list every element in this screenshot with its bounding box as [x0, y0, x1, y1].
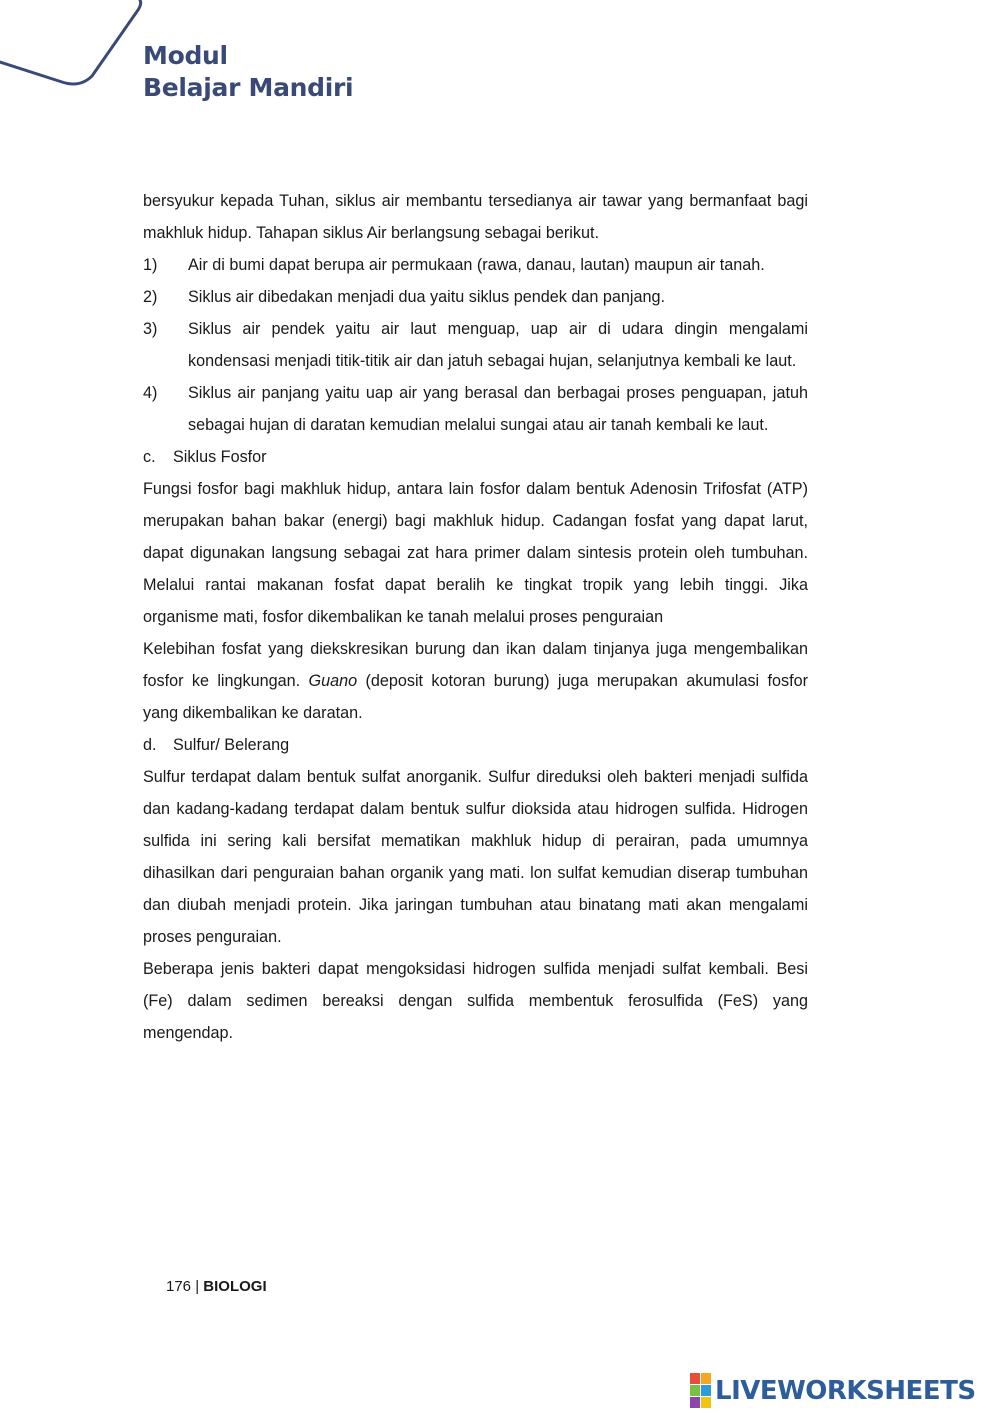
section-heading-sulfur — [143, 729, 808, 761]
logo-square — [701, 1397, 711, 1408]
fosfor-p2-end: (deposit kotoran burung) juga merupakan akumulasi fosfor yang dikembalikan ke daratan. — [143, 672, 808, 722]
module-brand-title — [143, 40, 353, 104]
logo-square — [690, 1373, 700, 1384]
page-footer — [166, 1276, 267, 1298]
logo-square — [690, 1397, 700, 1408]
fosfor-p2-start: Kelebihan fosfat yang diekskresikan burung dan ikan dalam tinjanya juga mengembalikan fosfor ke lingkungan. — [143, 640, 808, 690]
logo-square — [690, 1385, 700, 1396]
brand-line-1: Modul — [143, 41, 228, 70]
list-item — [143, 281, 808, 313]
list-item-number: 1) — [143, 256, 158, 274]
fosfor-paragraph-2 — [143, 633, 808, 729]
corner-curve-decoration — [0, 0, 160, 100]
watermark-text: LIVEWORKSHEETS — [715, 1375, 976, 1406]
list-item-text: Siklus air dibedakan menjadi dua yaitu siklus pendek dan panjang. — [188, 288, 665, 306]
section-title: Siklus Fosfor — [173, 448, 267, 466]
list-item-number: 3) — [143, 320, 158, 338]
water-cycle-steps — [143, 249, 808, 441]
list-item-number: 4) — [143, 384, 158, 402]
sulfur-paragraph-1: Sulfur terdapat dalam bentuk sulfat anorganik. Sulfur direduksi oleh bakteri menjadi sulfida dan kadang-kadang terdapat dalam bentuk sulfur dioksida atau hidrogen sulfida. Hidrogen sulfida ini sering kali bersifat mematikan makhluk hidup di perairan, pada umumnya dihasilkan dari penguraian bahan organik yang mati. lon sulfat kemudian diserap tumbuhan dan diubah menjadi protein. Jika jaringan tumbuhan atau binatang mati akan mengalami proses penguraian. — [143, 768, 808, 946]
list-item-number: 2) — [143, 288, 158, 306]
section-letter: c. — [143, 448, 156, 466]
logo-square — [701, 1385, 711, 1396]
guano-term: Guano — [308, 672, 358, 690]
list-item-text: Siklus air panjang yaitu uap air yang berasal dan berbagai proses penguapan, jatuh sebagai hujan di daratan kemudian melalui sungai atau air tanah kembali ke laut. — [188, 384, 808, 434]
subject-label: BIOLOGI — [203, 1278, 267, 1295]
intro-paragraph: bersyukur kepada Tuhan, siklus air membantu tersedianya air tawar yang bermanfaat bagi makhluk hidup. Tahapan siklus Air berlangsung sebagai berikut. — [143, 192, 808, 242]
list-item — [143, 377, 808, 441]
footer-separator: | — [195, 1278, 200, 1295]
list-item-text: Siklus air pendek yaitu air laut menguap, uap air di udara dingin mengalami kondensasi menjadi titik-titik air dan jatuh sebagai hujan, selanjutnya kembali ke laut. — [188, 320, 808, 370]
fosfor-paragraph-1: Fungsi fosfor bagi makhluk hidup, antara lain fosfor dalam bentuk Adenosin Trifosfat (ATP) merupakan bahan bakar (energi) bagi makhluk hidup. Cadangan fosfat yang dapat larut, dapat digunakan langsung sebagai zat hara primer dalam sintesis protein oleh tumbuhan. Melalui rantai makanan fosfat dapat beralih ke tingkat tropik yang lebih tinggi. Jika organisme mati, fosfor dikembalikan ke tanah melalui proses penguraian — [143, 480, 808, 626]
section-title: Sulfur/ Belerang — [173, 736, 290, 754]
brand-line-2: Belajar Mandiri — [143, 73, 354, 102]
list-item — [143, 249, 808, 281]
liveworksheets-watermark — [690, 1373, 976, 1408]
section-letter: d. — [143, 736, 157, 754]
page-content — [143, 185, 808, 1049]
liveworksheets-logo-icon — [690, 1373, 711, 1408]
sulfur-paragraph-2: Beberapa jenis bakteri dapat mengoksidasi hidrogen sulfida menjadi sulfat kembali. Besi (Fe) dalam sedimen bereaksi dengan sulfida membentuk ferosulfida (FeS) yang mengendap. — [143, 960, 808, 1042]
list-item-text: Air di bumi dapat berupa air permukaan (rawa, danau, lautan) maupun air tanah. — [188, 256, 765, 274]
logo-square — [701, 1373, 711, 1384]
page-number: 176 — [166, 1278, 192, 1295]
section-heading-fosfor — [143, 441, 808, 473]
list-item — [143, 313, 808, 377]
